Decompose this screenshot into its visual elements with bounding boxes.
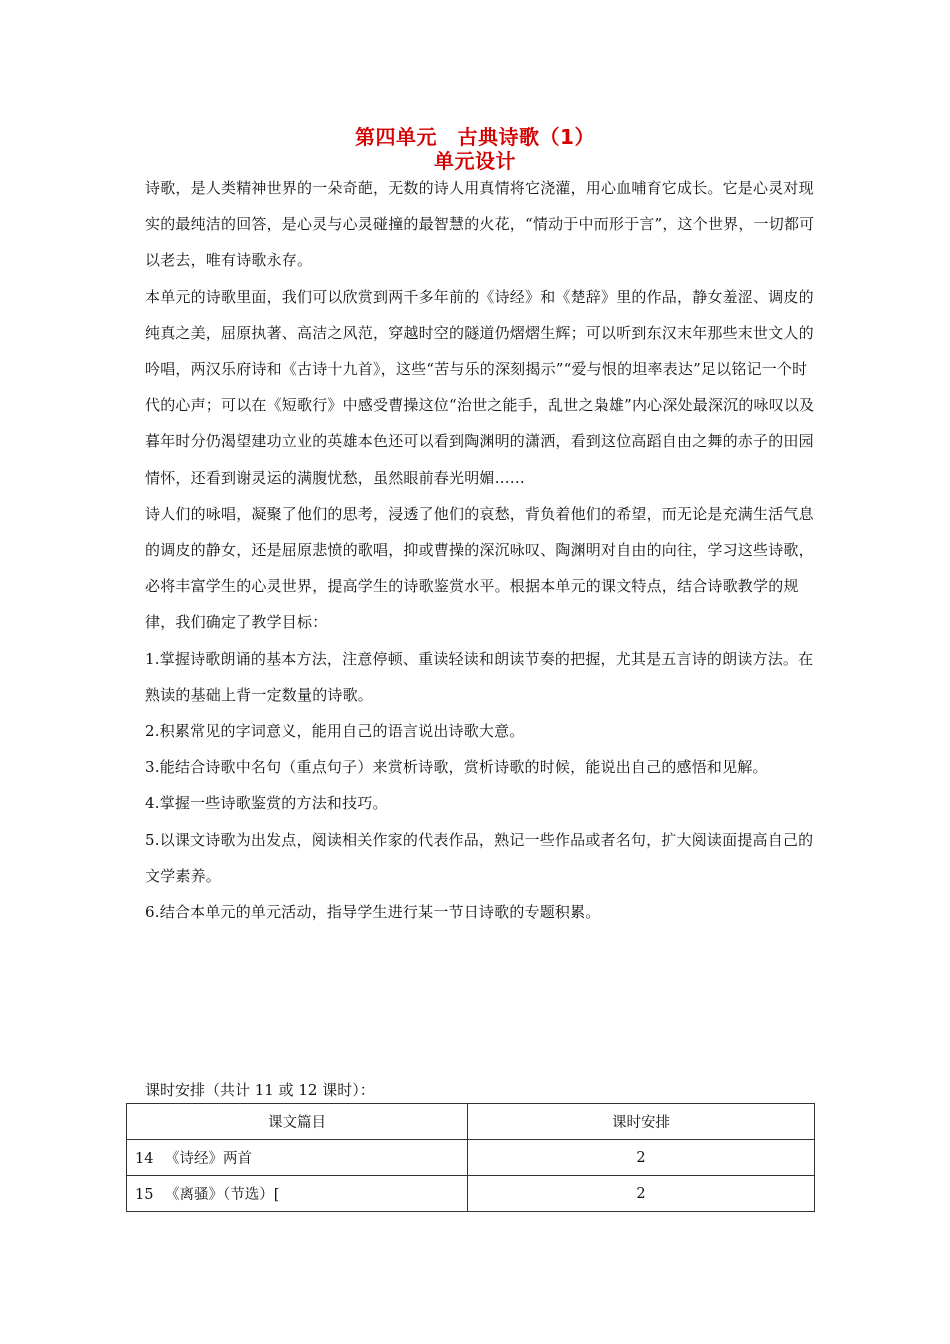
paragraph: 诗歌，是人类精神世界的一朵奇葩，无数的诗人用真情将它浇灌，用心血哺育它成长。它是心灵对现实的最纯洁的回答，是心灵与心灵碰撞的最智慧的火花，“情动于中而形于言”，这个世界，一切都可以老去，唯有诗歌永存。 (145, 179, 815, 270)
paragraph: 本单元的诗歌里面，我们可以欣赏到两千多年前的《诗经》和《楚辞》里的作品，静女羞涩、调皮的纯真之美，屈原执著、高洁之风范，穿越时空的隧道仍熠熠生辉；可以听到东汉末年那些末世文人的吟唱，两汉乐府诗和《古诗十九首》，这些“苦与乐的深刻揭示”“爱与恨的坦率表达”足以铭记一个时代的心声；可以在《短歌行》中感受曹操这位“治世之能手，乱世之枭雄”内心深处最深沉的咏叹以及暮年时分仍渴望建功立业的英雄本色还可以看到陶渊明的潇洒，看到这位高蹈自由之舞的赤子的田园情怀，还看到谢灵运的满腹忧愁，虽然眼前春光明媚…… (145, 287, 815, 487)
objective-item: 6.结合本单元的单元活动，指导学生进行某一节日诗歌的专题积累。 (145, 903, 601, 922)
lesson-title: 《离骚》（节选）[ (165, 1187, 280, 1203)
objective-item: 5.以课文诗歌为出发点，阅读相关作家的代表作品，熟记一些作品或者名句，扩大阅读面提高自己的文学素养。 (145, 830, 814, 885)
header-lesson-title: 课文篇目 (127, 1104, 468, 1140)
lesson-cell (127, 1176, 468, 1212)
header-class-hours: 课时安排 (468, 1104, 815, 1140)
lesson-schedule-table (126, 1103, 815, 1212)
schedule-label: 课时安排（共计 11 或 12 课时）： (145, 1081, 375, 1099)
objective-item: 3.能结合诗歌中名句（重点句子）来赏析诗歌，赏析诗歌的时候，能说出自己的感悟和见解。 (145, 758, 768, 777)
lesson-number: 14 (135, 1151, 154, 1167)
objective-item: 4.掌握一些诗歌鉴赏的方法和技巧。 (145, 794, 388, 813)
unit-subtitle: 单元设计 (434, 149, 516, 173)
table-row (127, 1176, 815, 1212)
body-text (145, 170, 815, 930)
objective-item: 2.积累常见的字词意义，能用自己的语言说出诗歌大意。 (145, 722, 525, 741)
lesson-title: 《诗经》两首 (165, 1151, 252, 1167)
hours-cell: 2 (468, 1140, 815, 1176)
table-row (127, 1140, 815, 1176)
objective-item: 1.掌握诗歌朗诵的基本方法，注意停顿、重读轻读和朗读节奏的把握，尤其是五言诗的朗读方法。在熟读的基础上背一定数量的诗歌。 (145, 649, 814, 704)
table-header-row (127, 1104, 815, 1140)
lesson-cell (127, 1140, 468, 1176)
unit-title: 第四单元 古典诗歌（1） (355, 125, 595, 149)
hours-cell: 2 (468, 1176, 815, 1212)
lesson-number: 15 (135, 1187, 154, 1203)
paragraph: 诗人们的咏唱，凝聚了他们的思考，浸透了他们的哀愁，背负着他们的希望，而无论是充满生活气息的调皮的静女，还是屈原悲愤的歌唱，抑或曹操的深沉咏叹、陶渊明对自由的向往，学习这些诗歌，必将丰富学生的心灵世界，提高学生的诗歌鉴赏水平。根据本单元的课文特点，结合诗歌教学的规律，我们确定了教学目标： (145, 504, 814, 632)
